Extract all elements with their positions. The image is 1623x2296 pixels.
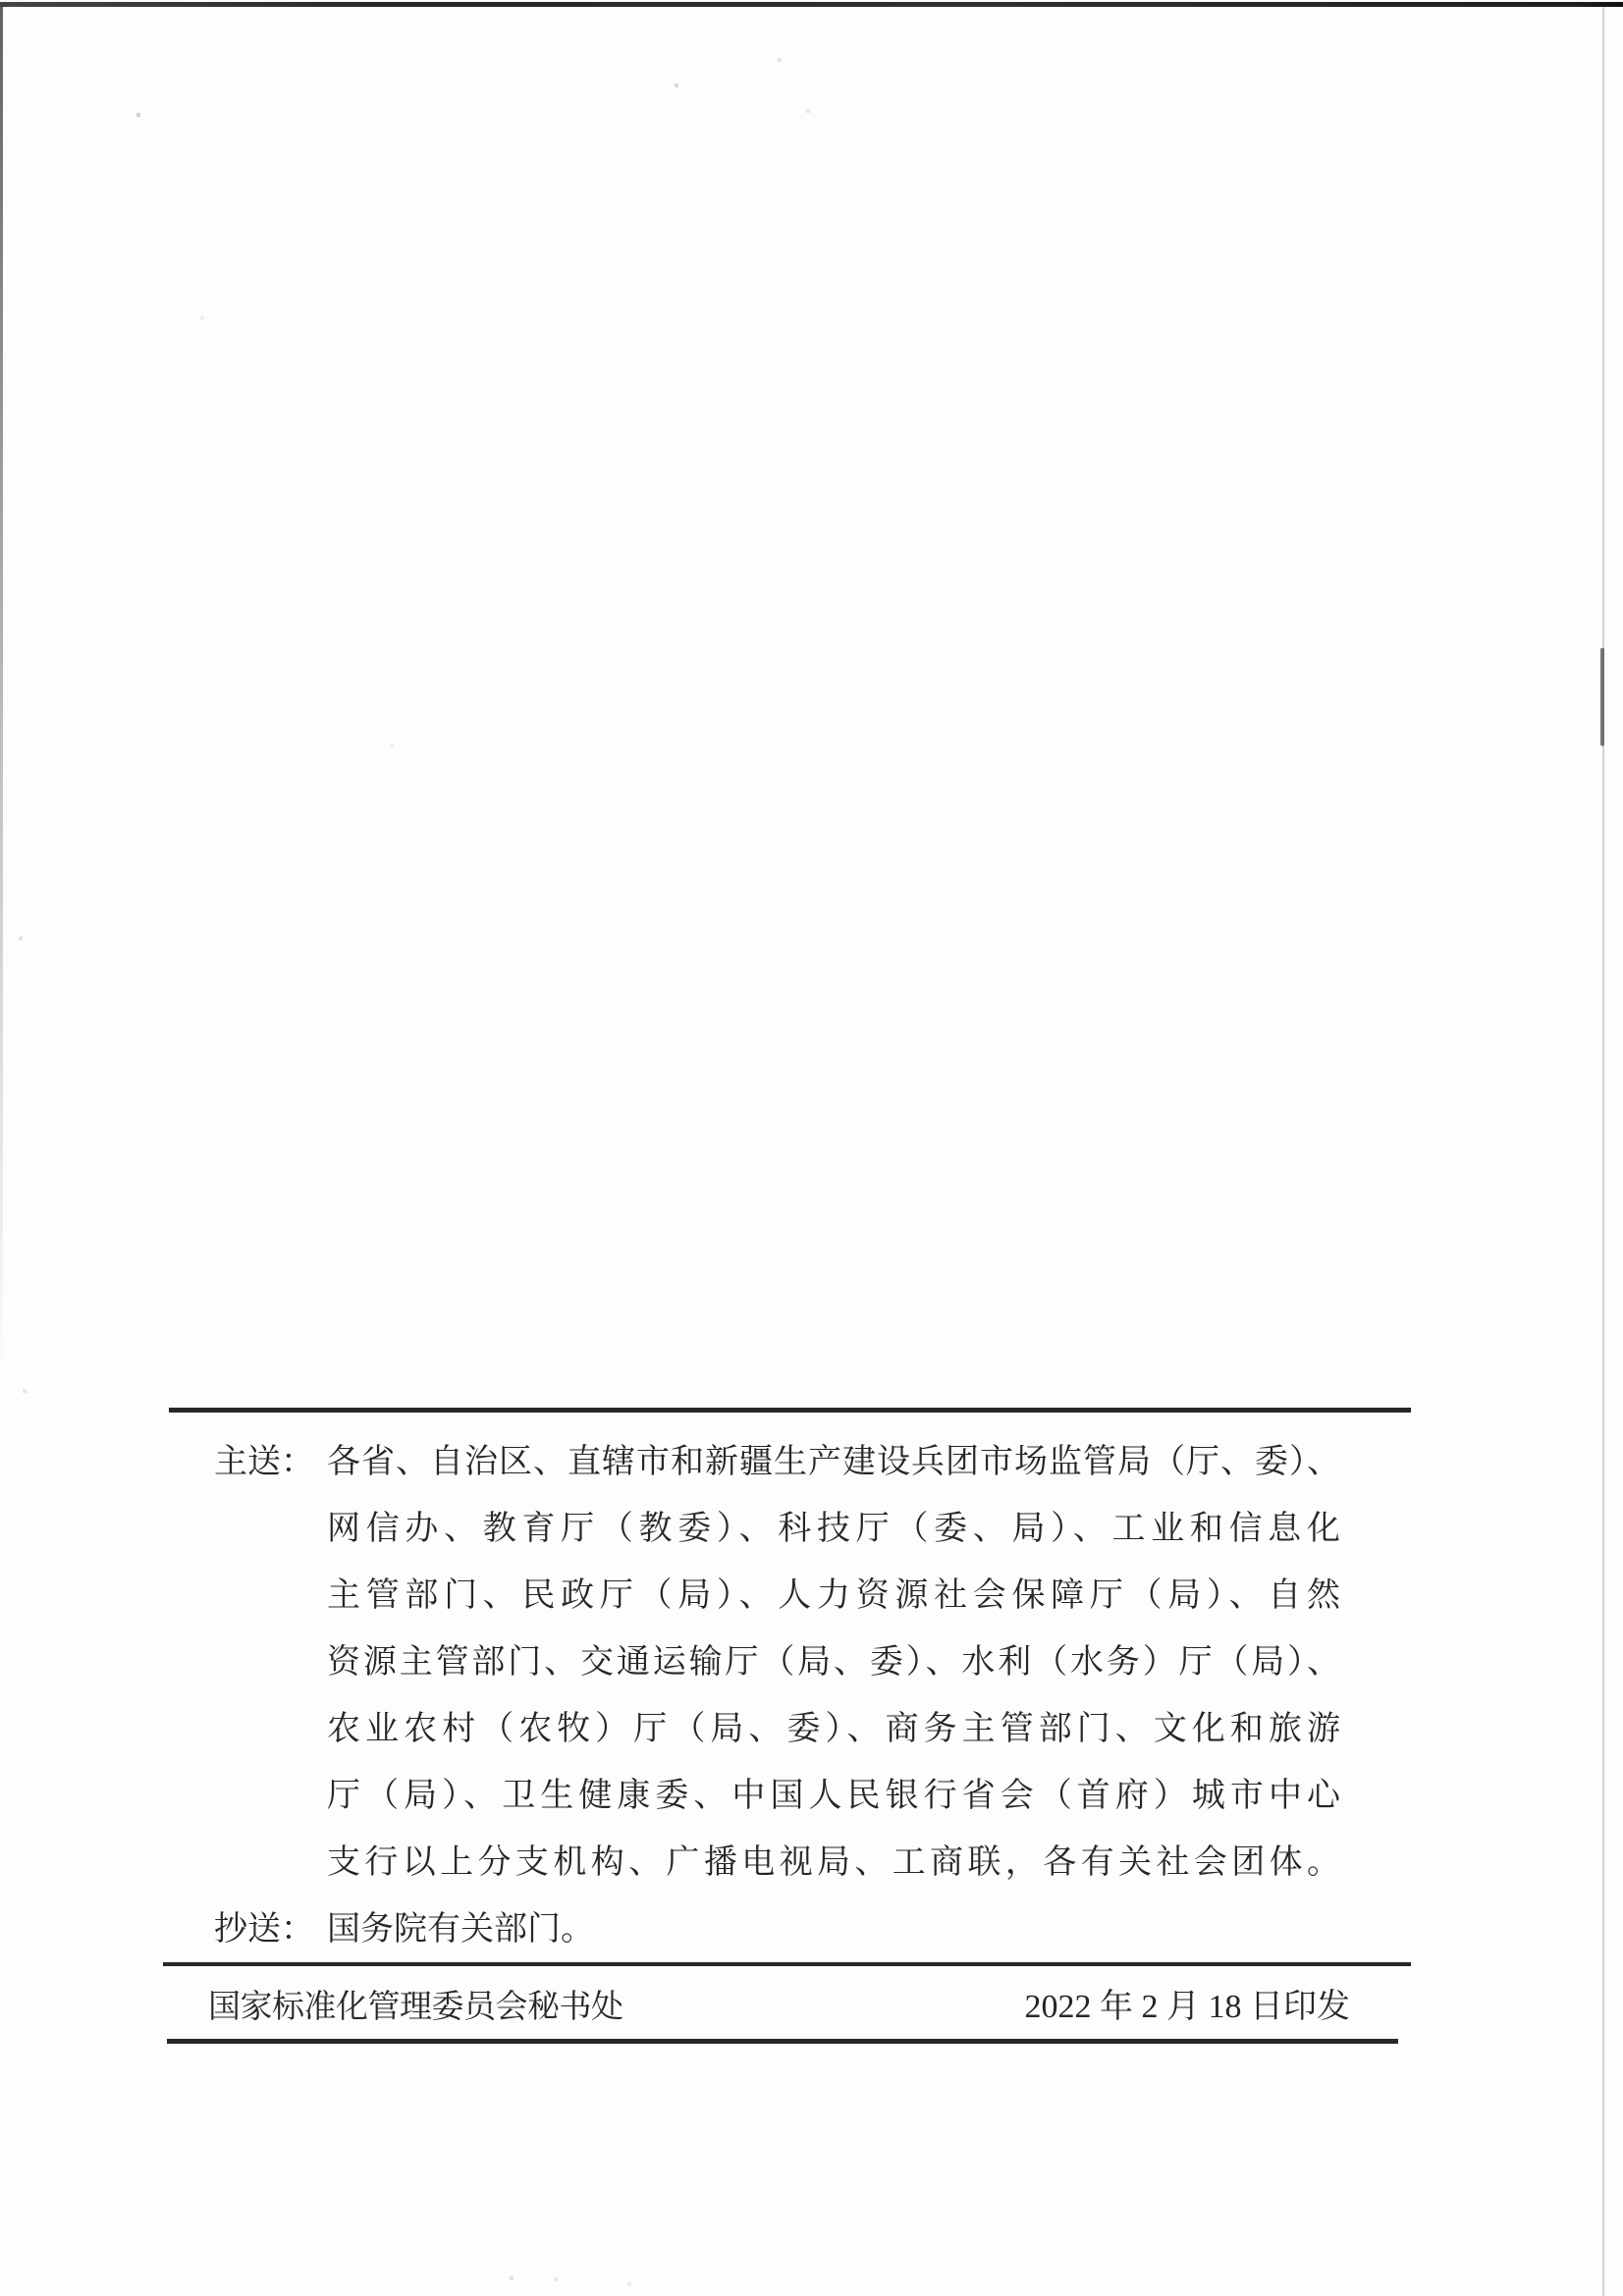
distribution-block-bottom-rule [167, 2039, 1398, 2044]
scan-right-edge-dark-segment [1600, 648, 1604, 746]
copy-send-label: 抄送： [214, 1911, 314, 1948]
main-send-line: 农业农村（农牧）厅（局、委）、商务主管部门、文化和旅游 [327, 1711, 1340, 1747]
scan-left-edge [0, 6, 3, 1380]
scan-noise-specks [0, 0, 2, 2]
main-send-line: 各省、自治区、直辖市和新疆生产建设兵团市场监管局（厅、委）、 [327, 1444, 1340, 1480]
main-send-line: 资源主管部门、交通运输厅（局、委）、水利（水务）厅（局）、 [327, 1644, 1340, 1681]
print-date: 2022 年 2 月 18 日印发 [1024, 1989, 1350, 2025]
main-send-line: 网信办、教育厅（教委）、科技厅（委、局）、工业和信息化 [327, 1511, 1340, 1547]
main-send-line: 主管部门、民政厅（局）、人力资源社会保障厅（局）、自然 [327, 1577, 1340, 1614]
issuing-office: 国家标准化管理委员会秘书处 [208, 1990, 623, 2025]
copy-send-text: 国务院有关部门。 [327, 1911, 594, 1948]
scan-right-edge [1602, 7, 1604, 2296]
main-send-line: 厅（局）、卫生健康委、中国人民银行省会（首府）城市中心 [327, 1778, 1340, 1814]
main-send-line: 支行以上分支机构、广播电视局、工商联，各有关社会团体。 [327, 1844, 1340, 1881]
main-send-label: 主送： [214, 1444, 314, 1480]
copy-send-line [214, 1896, 594, 1963]
scan-top-edge [0, 2, 1623, 7]
distribution-block-top-rule [169, 1408, 1411, 1413]
